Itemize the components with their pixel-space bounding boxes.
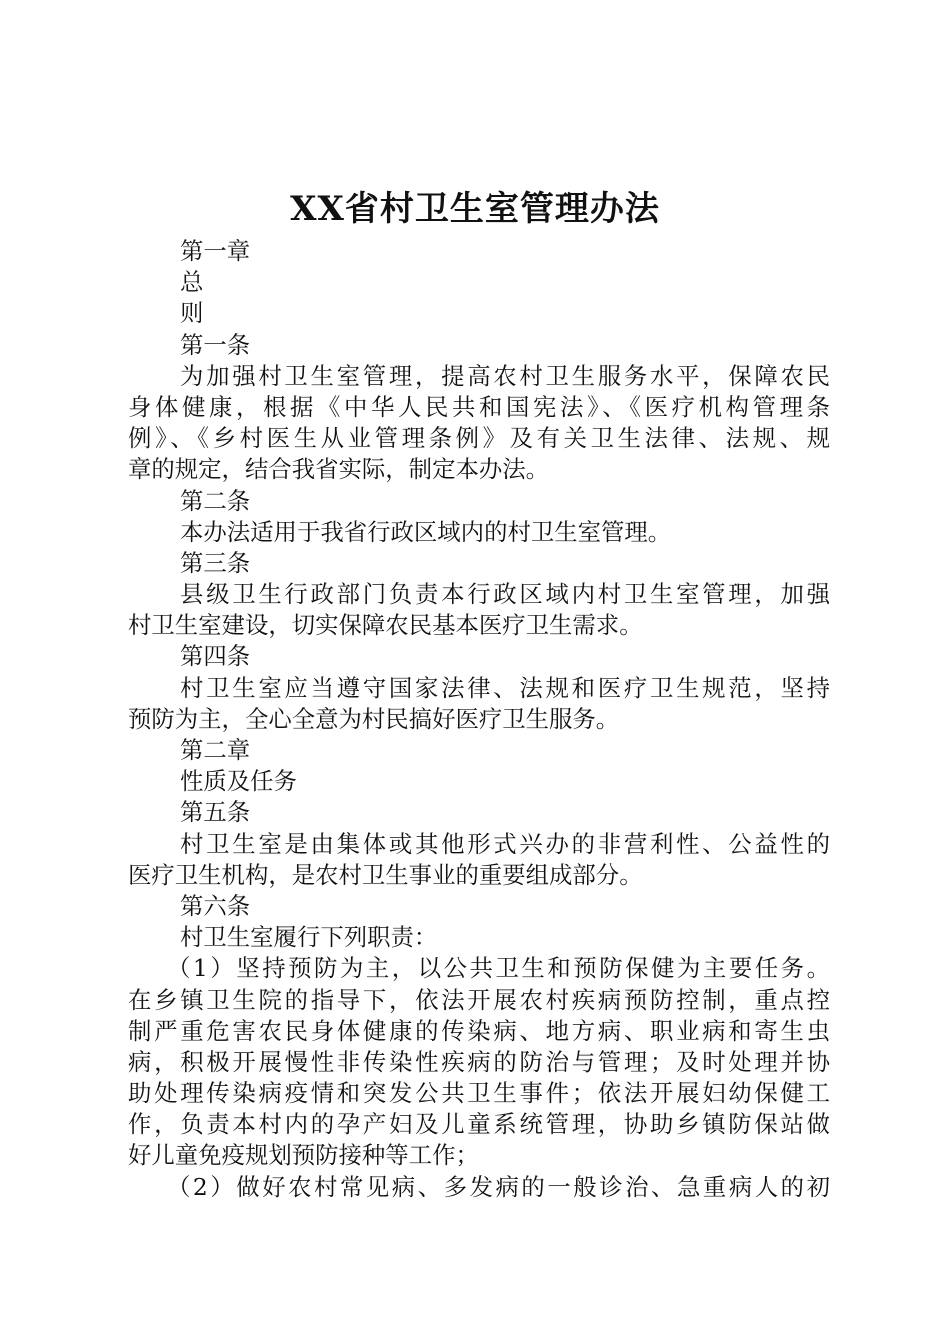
paragraph-line: 村卫生室履行下列职责： [180, 923, 438, 952]
paragraph-line: 章的规定，结合我省实际，制定本办法。 [128, 455, 550, 484]
paragraph-line: 例》、《乡村医生从业管理条例》及有关卫生法律、法规、规 [128, 424, 830, 453]
article-heading: 第六条 [180, 891, 251, 920]
document-body [128, 236, 830, 1203]
paragraph-line: 县级卫生行政部门负责本行政区域内村卫生室管理，加强 [180, 580, 830, 609]
paragraph-line: 村卫生室建设，切实保障农民基本医疗卫生需求。 [128, 611, 643, 640]
paragraph-line: 本办法适用于我省行政区域内的村卫生室管理。 [180, 517, 672, 546]
article-heading: 第一条 [180, 330, 251, 359]
paragraph-line: 好儿童免疫规划预防接种等工作； [128, 1141, 479, 1170]
paragraph-line: 医疗卫生机构，是农村卫生事业的重要组成部分。 [128, 860, 643, 889]
chapter-title-part: 总 [180, 268, 204, 297]
chapter-title: 性质及任务 [180, 767, 297, 796]
chapter-title-part: 则 [180, 299, 204, 328]
document-title: XX省村卫生室管理办法 [290, 189, 660, 229]
paragraph-line: 病，积极开展慢性非传染性疾病的防治与管理；及时处理并协 [128, 1047, 830, 1076]
paragraph-line: 作，负责本村内的孕产妇及儿童系统管理，协助乡镇防保站做 [128, 1110, 830, 1139]
paragraph-line: 村卫生室是由集体或其他形式兴办的非营利性、公益性的 [180, 829, 830, 858]
article-heading: 第三条 [180, 548, 251, 577]
paragraph-line: 助处理传染病疫情和突发公共卫生事件；依法开展妇幼保健工 [128, 1079, 830, 1108]
paragraph-line: 制严重危害农民身体健康的传染病、地方病、职业病和寄生虫 [128, 1016, 830, 1045]
article-heading: 第四条 [180, 642, 251, 671]
article-heading: 第二条 [180, 486, 251, 515]
article-heading: 第五条 [180, 798, 251, 827]
paragraph-line: 为加强村卫生室管理，提高农村卫生服务水平，保障农民 [180, 361, 830, 390]
paragraph-line: 预防为主，全心全意为村民搞好医疗卫生服务。 [128, 704, 620, 733]
paragraph-line: 村卫生室应当遵守国家法律、法规和医疗卫生规范，坚持 [180, 673, 830, 702]
list-item-line: （1）坚持预防为主，以公共卫生和预防保健为主要任务。 [167, 954, 830, 983]
chapter-heading: 第二章 [180, 736, 251, 764]
paragraph-line: 身体健康，根据《中华人民共和国宪法》、《医疗机构管理条 [128, 392, 830, 421]
paragraph-line: 在乡镇卫生院的指导下，依法开展农村疾病预防控制，重点控 [128, 985, 830, 1014]
list-item-line: （2）做好农村常见病、多发病的一般诊治、急重病人的初 [167, 1172, 830, 1201]
chapter-heading: 第一章 [180, 237, 251, 265]
